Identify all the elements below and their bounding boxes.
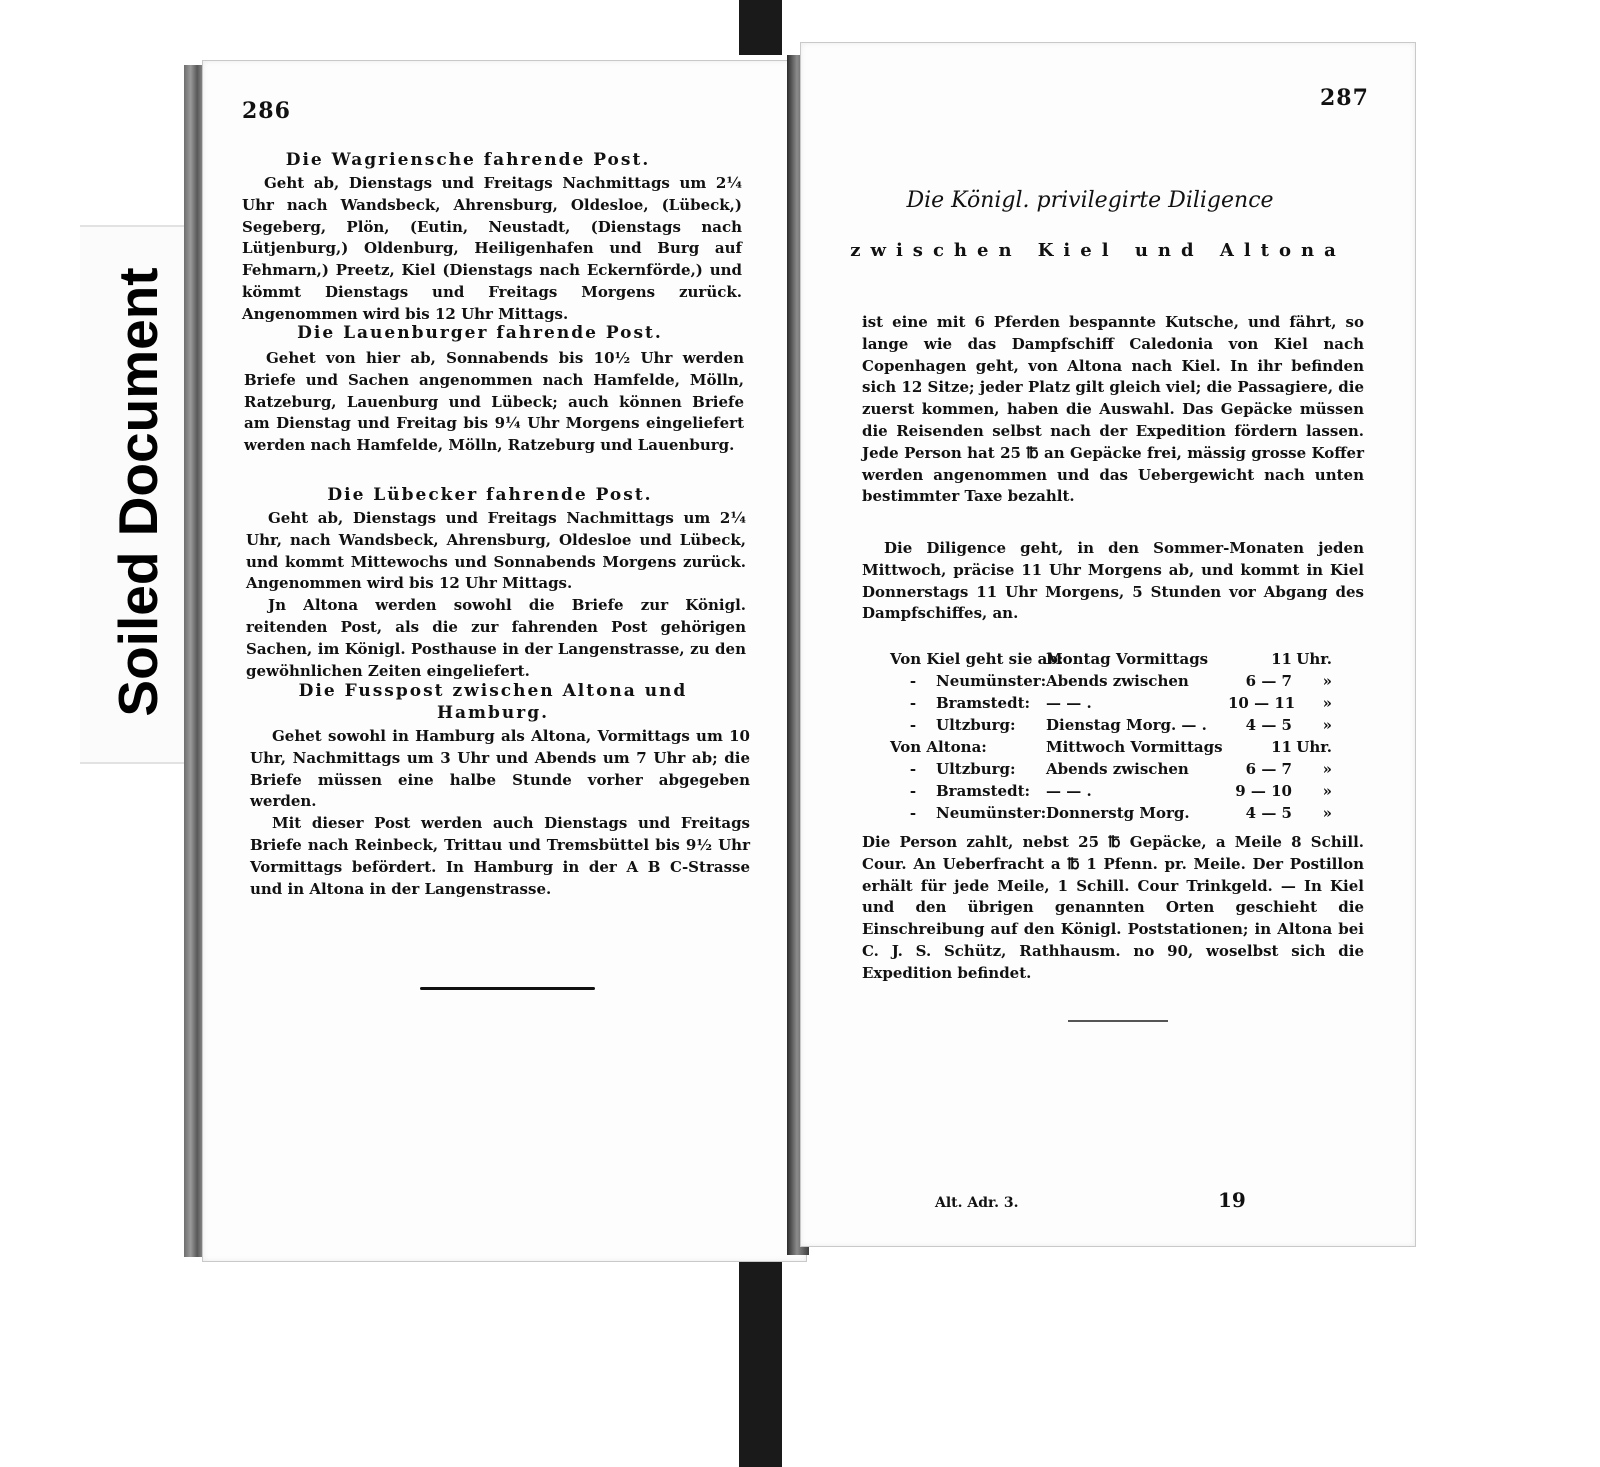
paragraph-text: Jn Altona werden sowohl die Briefe zur Königl. reitenden Post, als die zur fahrenden Post gehörigen Sachen, im Königl. Posthause in der Langenstrasse, zu den gewöhnlichen Zeiten eingeliefert. xyxy=(246,596,746,680)
timetable-unit: » xyxy=(1322,672,1332,690)
timetable-place: Neumünster: xyxy=(936,672,1047,690)
timetable-lead: - xyxy=(909,760,917,778)
timetable xyxy=(890,648,1370,824)
timetable-lead: Von Kiel geht sie ab: xyxy=(890,650,1064,668)
timetable-row xyxy=(890,692,1370,714)
diligence-fares: Die Person zahlt, nebst 25 ℔ Gepäcke, a Meile 8 Schill. Cour. An Ueberfracht a ℔ 1 Pfenn. pr. Meile. Der Postillon erhält für jede Meile, 1 Schill. Cour Trinkgeld. — In Kiel und den übrigen genannten Orten geschieht die Einschreibung auf den Königl. Poststationen; in Altona bei C. J. S. Schütz, Rathhausm. no 90, woselbst sich die Expedition befindet. xyxy=(862,833,1364,982)
heading-fusspost: Die Fusspost zwischen Altona und Hamburg. xyxy=(298,681,688,723)
timetable-unit: Uhr. xyxy=(1296,738,1332,756)
heading-wagrien-post: Die Wagriensche fahrende Post. xyxy=(285,150,651,170)
paragraph-text: Mit dieser Post werden auch Dienstags und Freitags Briefe nach Reinbeck, Trittau und Tremsbüttel bis 9½ Uhr Vormittags befördert. In Hamburg in der A B C-Strasse und in Altona in der Langenstrasse. xyxy=(250,814,750,898)
decorative-rule-right xyxy=(1068,1020,1168,1022)
timetable-unit: » xyxy=(1322,716,1332,734)
timetable-row xyxy=(890,780,1370,802)
footer-signature: Alt. Adr. 3. xyxy=(935,1195,1019,1211)
paragraph-lauenburg-post xyxy=(244,348,744,457)
heading-luebeck-post: Die Lübecker fahrende Post. xyxy=(327,485,653,505)
timetable-unit: Uhr. xyxy=(1296,650,1332,668)
timetable-desc: Donnerstg Morg. xyxy=(1046,804,1190,822)
right-page xyxy=(800,42,1416,1247)
paragraph-text: Geht ab, Dienstags und Freitags Nachmittags um 2¼ Uhr, nach Wandsbeck, Ahrensburg, Oldesloe und Lübeck, und kommt Mittewochs und Sonnabends Morgens zurück. Angenommen wird bis 12 Uhr Mittags. xyxy=(246,509,746,593)
timetable-times: 10 — 11 xyxy=(1228,694,1296,712)
paragraph-luebeck-post xyxy=(246,508,746,682)
timetable-desc: Abends zwischen xyxy=(1046,760,1189,778)
timetable-desc: Mittwoch Vormittags xyxy=(1046,738,1223,756)
diligence-title: Die Königl. privilegirte Diligence xyxy=(906,188,1274,213)
timetable-row xyxy=(890,714,1370,736)
diligence-schedule xyxy=(862,538,1364,625)
timetable-place: Bramstedt: xyxy=(936,694,1031,712)
page-number-right: 287 xyxy=(1320,85,1369,111)
paragraph-text: Geht ab, Dienstags und Freitags Nachmittags um 2¼ Uhr nach Wandsbeck, Ahrensburg, Oldesloe, (Lübeck,) Segeberg, Plön, (Eutin, Neustadt, (Dienstags nach Lütjenburg,) Oldenburg, Heiligenhafen und Burg auf Fehmarn,) Preetz, Kiel (Dienstags nach Eckernförde,) und kömmt Dienstags und Freitags Morgens zurück. Angenommen wird bis 12 Uhr Mittags. xyxy=(242,174,742,323)
timetable-lead: - xyxy=(909,694,917,712)
binding-strip-top xyxy=(739,0,782,55)
footer-sheet-number: 19 xyxy=(1218,1188,1246,1212)
timetable-times: 4 — 5 xyxy=(1245,804,1292,822)
diligence-subtitle: zwischen Kiel und Altona xyxy=(850,240,1346,261)
timetable-row xyxy=(890,802,1370,824)
timetable-times: 9 — 10 xyxy=(1235,782,1292,800)
paragraph-text: Gehet sowohl in Hamburg als Altona, Vormittags um 10 Uhr, Nachmittags um 3 Uhr und Abends um 7 Uhr ab; die Briefe müssen eine halbe Stunde vorher abgegeben werden. xyxy=(250,727,750,811)
timetable-row xyxy=(890,736,1370,758)
timetable-place: Bramstedt: xyxy=(936,782,1031,800)
paragraph-wagrien-post xyxy=(242,173,742,326)
timetable-desc: Montag Vormittags xyxy=(1046,650,1209,668)
timetable-lead: Von Altona: xyxy=(890,738,987,756)
timetable-lead: - xyxy=(909,782,917,800)
timetable-unit: » xyxy=(1322,694,1332,712)
timetable-row xyxy=(890,758,1370,780)
timetable-row xyxy=(890,670,1370,692)
timetable-times: 11 xyxy=(1271,738,1292,756)
timetable-lead: - xyxy=(909,716,917,734)
timetable-unit: » xyxy=(1322,782,1332,800)
timetable-place: Ultzburg: xyxy=(936,760,1016,778)
timetable-desc: — — . xyxy=(1046,782,1092,800)
timetable-times: 6 — 7 xyxy=(1245,672,1292,690)
binding-strip-bottom xyxy=(739,1250,782,1467)
page-number-left: 286 xyxy=(242,98,291,124)
decorative-rule-left xyxy=(420,987,595,990)
timetable-times: 6 — 7 xyxy=(1245,760,1292,778)
timetable-lead: - xyxy=(909,804,917,822)
timetable-place: Neumünster: xyxy=(936,804,1047,822)
timetable-desc: — — . xyxy=(1046,694,1092,712)
timetable-times: 4 — 5 xyxy=(1245,716,1292,734)
timetable-unit: » xyxy=(1322,760,1332,778)
timetable-times: 11 xyxy=(1271,650,1292,668)
timetable-unit: » xyxy=(1322,804,1332,822)
paragraph-text: Gehet von hier ab, Sonnabends bis 10½ Uhr werden Briefe und Sachen angenommen nach Hamfelde, Mölln, Ratzeburg, Lauenburg und Lübeck; auch können Briefe am Dienstag und Freitag bis 9¼ Uhr Morgens eingeliefert werden nach Hamfelde, Mölln, Ratzeburg und Lauenburg. xyxy=(244,349,744,455)
paragraph-text: Die Diligence geht, in den Sommer-Monaten jeden Mittwoch, präcise 11 Uhr Morgens ab, und kommt in Kiel Donnerstags 11 Uhr Morgens, 5 Stunden vor Abgang des Dampfschiffes, an. xyxy=(862,539,1364,623)
timetable-row xyxy=(890,648,1370,670)
heading-lauenburg-post: Die Lauenburger fahrende Post. xyxy=(297,323,663,343)
diligence-intro: ist eine mit 6 Pferden bespannte Kutsche, und fährt, so lange wie das Dampfschiff Caledonia von Kiel nach Copenhagen geht, von Altona nach Kiel. In ihr befinden sich 12 Sitze; jeder Platz gilt gleich viel; die Passagiere, die zuerst kommen, haben die Auswahl. Das Gepäcke müssen die Reisenden selbst nach der Expedition fördern lassen. Jede Person hat 25 ℔ an Gepäcke frei, mässig grosse Koffer werden angenommen und das Uebergewicht nach unten bestimmter Taxe bezahlt. xyxy=(862,313,1364,506)
paragraph-fusspost xyxy=(250,726,750,900)
timetable-desc: Abends zwischen xyxy=(1046,672,1189,690)
timetable-desc: Dienstag Morg. — . xyxy=(1046,716,1207,734)
soiled-document-label: Soiled Document xyxy=(107,267,169,717)
timetable-lead: - xyxy=(909,672,917,690)
timetable-place: Ultzburg: xyxy=(936,716,1016,734)
